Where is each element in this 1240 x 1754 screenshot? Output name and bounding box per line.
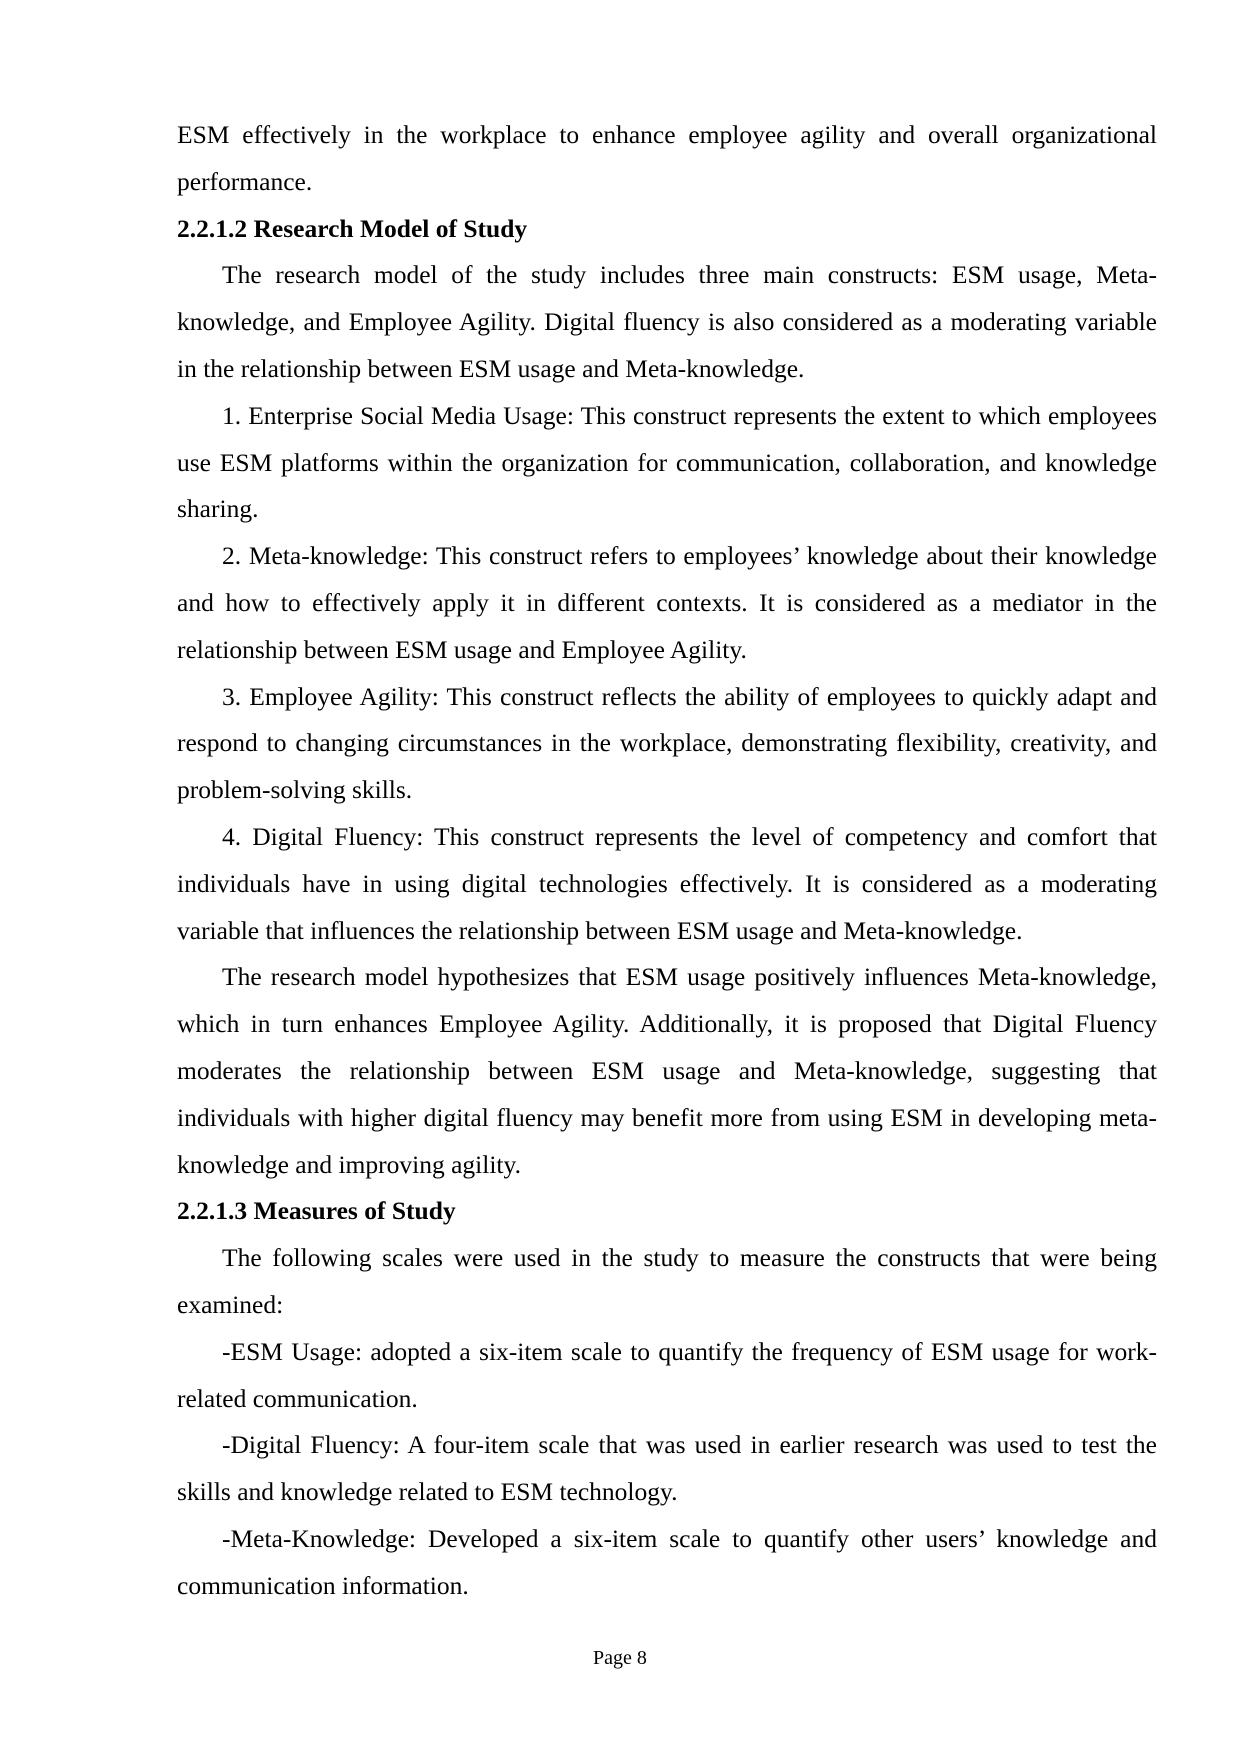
research-model-heading: 2.2.1.2 Research Model of Study [177,213,528,243]
measures-heading: 2.2.1.3 Measures of Study [177,1196,456,1226]
intro-continuation-paragraph: ESM effectively in the workplace to enhance employee agility and overall organizational performance. [177,120,1157,196]
measure-digital-fluency-paragraph: -Digital Fluency: A four-item scale that was used in earlier research was used to test the skills and knowledge related to ESM technology. [177,1430,1157,1507]
page-body [177,112,1157,1610]
research-model-summary-paragraph: The research model hypothesizes that ESM usage positively influences Meta-knowledge, which in turn enhances Employee Agility. Additionally, it is proposed that Digital Fluency moderates the relationship between ESM usage and Meta-knowledge, suggesting that individuals with higher digital fluency may benefit more from using ESM in developing meta-knowledge and improving agility. [177,962,1157,1179]
measures-intro-paragraph: The following scales were used in the study to measure the constructs that were being examined: [177,1243,1157,1319]
page-number: Page 8 [593,1647,647,1669]
construct-meta-knowledge-paragraph: 2. Meta-knowledge: This construct refers to employees’ knowledge about their knowledge and how to effectively apply it in different contexts. It is considered as a mediator in the relationship between ESM usage and Employee Agility. [177,541,1157,664]
construct-employee-agility-paragraph: 3. Employee Agility: This construct reflects the ability of employees to quickly adapt and respond to changing circumstances in the workplace, demonstrating flexibility, creativity, and problem-solving skills. [177,681,1157,805]
measure-meta-knowledge-paragraph: -Meta-Knowledge: Developed a six-item scale to quantify other users’ knowledge and communication information. [177,1523,1157,1600]
construct-digital-fluency-paragraph: 4. Digital Fluency: This construct represents the level of competency and comfort that individuals have in using digital technologies effectively. It is considered as a moderating variable that influences the relationship between ESM usage and Meta-knowledge. [177,821,1157,945]
measure-esm-usage-paragraph: -ESM Usage: adopted a six-item scale to quantify the frequency of ESM usage for work-related communication. [177,1336,1157,1413]
research-model-intro-paragraph: The research model of the study includes three main constructs: ESM usage, Meta-knowledge, and Employee Agility. Digital fluency is also considered as a moderating variable in the relationship between ESM usage and Meta-knowledge. [177,260,1157,383]
construct-esm-usage-paragraph: 1. Enterprise Social Media Usage: This construct represents the extent to which employees use ESM platforms within the organization for communication, collaboration, and knowledge sharing. [177,400,1157,524]
